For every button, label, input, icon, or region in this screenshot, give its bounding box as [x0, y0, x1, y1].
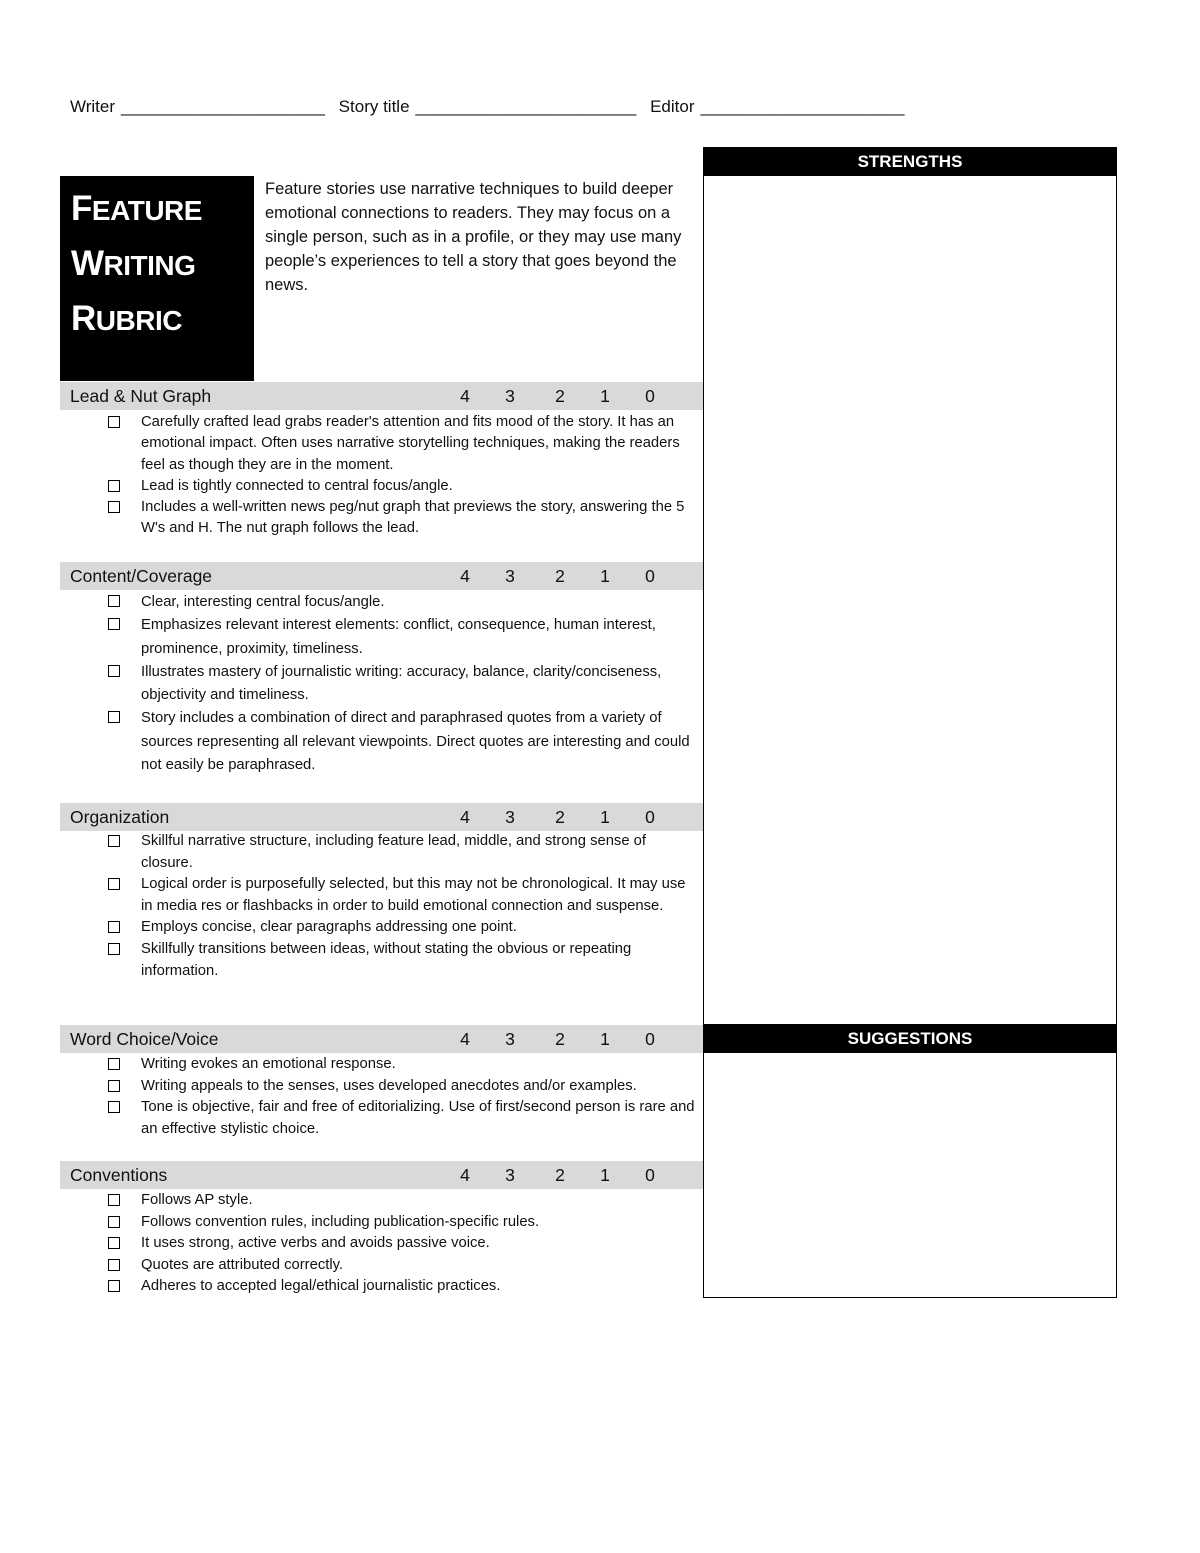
criterion-item	[100, 917, 700, 939]
score-option[interactable]: 4	[460, 566, 470, 586]
criterion-item	[100, 1054, 700, 1076]
criterion-item	[100, 497, 700, 540]
criterion-text: Logical order is purposefully selected, but this may not be chronological. It may use in media res or flashbacks in order to build emotional connection and suspense.	[141, 876, 686, 914]
criterion-item	[100, 1190, 700, 1212]
criterion-text: Skillful narrative structure, including feature lead, middle, and strong sense of closure.	[141, 833, 647, 871]
checkbox[interactable]	[108, 1280, 120, 1292]
checkbox[interactable]	[108, 480, 120, 492]
criterion-text: Skillfully transitions between ideas, without stating the obvious or repeating information.	[141, 940, 632, 979]
criterion-text: Tone is objective, fair and free of editorializing. Use of first/second person is rare and an effective stylistic choice.	[141, 1099, 695, 1137]
writer-field[interactable]: ________________________	[121, 97, 324, 116]
section-name: Lead & Nut Graph	[70, 386, 212, 406]
criteria-list	[100, 591, 700, 777]
score-option[interactable]: 4	[460, 1165, 470, 1185]
score-option[interactable]: 3	[505, 566, 515, 586]
criterion-item	[100, 831, 700, 874]
section-header	[60, 562, 703, 590]
checkbox[interactable]	[108, 943, 120, 955]
criterion-text: Adheres to accepted legal/ethical journalistic practices.	[141, 1278, 501, 1295]
criterion-text: Writing evokes an emotional response.	[141, 1056, 396, 1072]
score-option[interactable]: 1	[600, 807, 610, 827]
score-option[interactable]: 0	[645, 386, 655, 406]
score-option[interactable]: 1	[600, 566, 610, 586]
criteria-list	[100, 1190, 700, 1298]
score-option[interactable]: 4	[460, 807, 470, 827]
score-option[interactable]: 4	[460, 386, 470, 406]
criterion-text: Follows convention rules, including publication-specific rules.	[141, 1213, 540, 1230]
score-option[interactable]: 3	[505, 807, 515, 827]
criterion-item	[100, 1276, 700, 1298]
criterion-text: Emphasizes relevant interest elements: conflict, consequence, human interest, prominence, proximity, timeliness.	[141, 617, 656, 657]
score-option[interactable]: 0	[645, 1165, 655, 1185]
checkbox[interactable]	[108, 1058, 120, 1070]
criterion-text: Clear, interesting central focus/angle.	[141, 594, 385, 610]
section-header	[60, 1161, 703, 1189]
checkbox[interactable]	[108, 501, 120, 513]
criterion-text: Illustrates mastery of journalistic writing: accuracy, balance, clarity/conciseness, objectivity and timeliness.	[141, 663, 662, 704]
criterion-text: Employs concise, clear paragraphs addressing one point.	[141, 919, 517, 936]
intro-text: Feature stories use narrative techniques to build deeper emotional connections to readers. They may focus on a single person, such as in a profile, or they may use many people’s experiences to tell a story that goes beyond the news.	[265, 180, 682, 294]
strengths-panel[interactable]	[703, 147, 1117, 1025]
score-option[interactable]: 3	[505, 1165, 515, 1185]
section-header	[60, 1025, 703, 1053]
checkbox[interactable]	[108, 665, 120, 677]
checkbox[interactable]	[108, 1101, 120, 1113]
criterion-text: Writing appeals to the senses, uses developed anecdotes and/or examples.	[141, 1077, 637, 1094]
criterion-item	[100, 1097, 700, 1140]
criterion-text: Follows AP style.	[141, 1192, 253, 1208]
checkbox[interactable]	[108, 711, 120, 723]
score-option[interactable]: 2	[555, 807, 565, 827]
score-option[interactable]: 2	[555, 386, 565, 406]
strengths-heading: STRENGTHS	[704, 148, 1116, 176]
criterion-item	[100, 1212, 700, 1234]
criteria-list	[100, 1054, 700, 1140]
checkbox[interactable]	[108, 1080, 120, 1092]
score-option[interactable]: 4	[460, 1029, 470, 1049]
criterion-item	[100, 591, 700, 614]
checkbox[interactable]	[108, 921, 120, 933]
checkbox[interactable]	[108, 416, 120, 428]
score-option[interactable]: 0	[645, 807, 655, 827]
score-option[interactable]: 1	[600, 1165, 610, 1185]
criterion-item	[100, 476, 700, 497]
criterion-item	[100, 1076, 700, 1098]
score-option[interactable]: 0	[645, 566, 655, 586]
suggestions-heading: SUGGESTIONS	[704, 1025, 1116, 1053]
score-option[interactable]: 2	[555, 1029, 565, 1049]
editor-field[interactable]: ________________________	[700, 97, 904, 116]
criterion-item	[100, 412, 700, 476]
criteria-list	[100, 412, 700, 540]
section-header	[60, 382, 703, 410]
checkbox[interactable]	[108, 618, 120, 630]
checkbox[interactable]	[108, 595, 120, 607]
checkbox[interactable]	[108, 878, 120, 890]
section-name: Word Choice/Voice	[70, 1029, 219, 1049]
section-name: Organization	[70, 807, 170, 827]
score-option[interactable]: 3	[505, 386, 515, 406]
section-name: Conventions	[70, 1165, 168, 1185]
score-option[interactable]: 3	[505, 1029, 515, 1049]
criterion-text: It uses strong, active verbs and avoids passive voice.	[141, 1235, 490, 1252]
checkbox[interactable]	[108, 1194, 120, 1206]
checkbox[interactable]	[108, 1259, 120, 1271]
criterion-text: Lead is tightly connected to central focus/angle.	[141, 477, 453, 494]
editor-label: Editor	[650, 97, 695, 116]
criterion-text: Includes a well-written news peg/nut graph that previews the story, answering the 5 W's and H. The nut graph follows the lead.	[141, 499, 685, 537]
checkbox[interactable]	[108, 1216, 120, 1228]
suggestions-panel[interactable]	[703, 1024, 1117, 1298]
criterion-item	[100, 1233, 700, 1255]
criterion-text: Quotes are attributed correctly.	[141, 1256, 344, 1273]
criterion-item	[100, 614, 700, 661]
section-header	[60, 803, 703, 831]
criteria-list	[100, 831, 700, 982]
criterion-item	[100, 1255, 700, 1277]
criterion-item	[100, 939, 700, 982]
score-option[interactable]: 2	[555, 1165, 565, 1185]
criterion-item	[100, 874, 700, 917]
checkbox[interactable]	[108, 1237, 120, 1249]
score-option[interactable]: 1	[600, 1029, 610, 1049]
checkbox[interactable]	[108, 835, 120, 847]
criterion-text: Story includes a combination of direct and paraphrased quotes from a variety of sources representing all relevant viewpoints. Direct quotes are interesting and could not easily be paraphrased.	[141, 710, 690, 774]
header-fields	[70, 97, 1110, 117]
score-option[interactable]: 1	[600, 386, 610, 406]
writer-label: Writer	[70, 97, 116, 116]
story-title-label: Story title	[338, 97, 410, 116]
rubric-title: FEATURE WRITING RUBRIC	[60, 176, 254, 381]
score-option[interactable]: 0	[645, 1029, 655, 1049]
section-name: Content/Coverage	[70, 566, 213, 586]
story-title-field[interactable]: __________________________	[415, 97, 636, 116]
criterion-item	[100, 707, 700, 777]
criterion-text: Carefully crafted lead grabs reader's attention and fits mood of the story. It has an emotional impact. Often uses narrative storytelling techniques, making the readers feel as though they are in the moment.	[141, 414, 680, 473]
criterion-item	[100, 661, 700, 708]
score-option[interactable]: 2	[555, 566, 565, 586]
